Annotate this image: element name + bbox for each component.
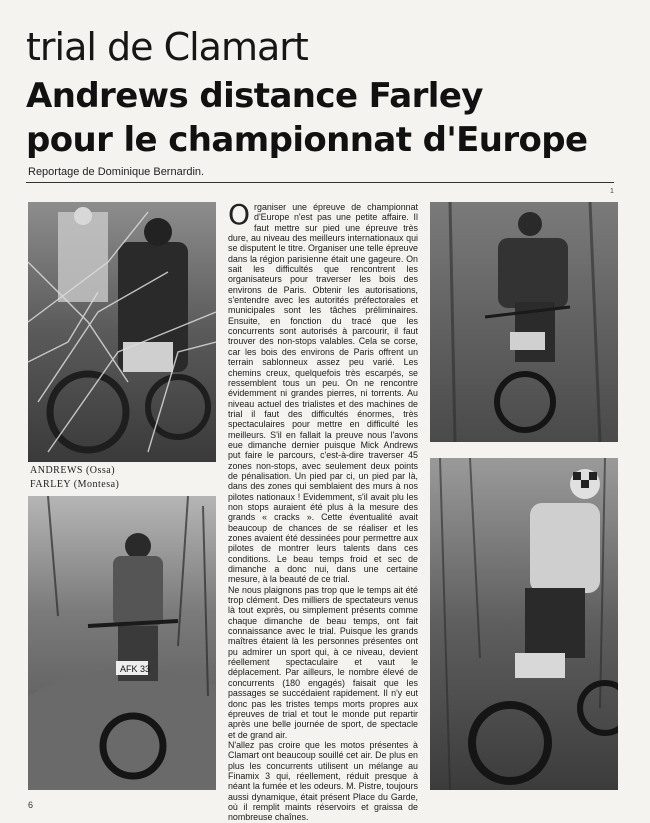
article-paragraph-1 [228, 198, 418, 585]
number-plate: AFK 33 [120, 664, 151, 674]
photo-rider-checkered-helmet [430, 458, 618, 790]
photo-andrews-branches [28, 202, 216, 462]
photo-andrews-branches-image [28, 202, 216, 462]
caption-farley: FARLEY (Montesa) [30, 479, 120, 490]
photo-farley-path-image [28, 496, 216, 790]
headline-line-2: pour le championnat d'Europe [26, 120, 588, 160]
article-paragraph-3: N'allez pas croire que les motos présentes à Clamart ont beaucoup souillé cet air. De plus en plus les concurrents utilisent un mélange au Finamix 3 qui, réellement, réduit presque à néant la fumée et les odeurs. M. Pistre, toujours aussi dynamique, était présent Place du Garde, où il remplit maints réservoirs et graissa de nombreuse chaînes. [228, 739, 418, 823]
page-number: 6 [28, 800, 34, 810]
article-paragraph-2: Ne nous plaignons pas trop que le temps ait été trop clément. Des milliers de spectateurs venus là tout exprès, ou simplement présents comme chaque dimanche de beau temps, ont fait connaissance avec le trial. Puisque les grands maîtres étaient là les personnes présentes ont pu admirer un sport qui, à ce niveau, devient réellement spectaculaire et vaut le déplacement. Par ailleurs, le nombre élevé de concurrents (180 engagés) faisait que les passages se succédaient rapidement. Il n'y eut donc pas les tristes temps morts propres aux épreuves de trial et tout le monde put repartir après une belle journée de sport, de spectacle et de grand air. [228, 584, 418, 740]
corner-mark: 1 [610, 188, 614, 195]
paragraph-1-text: rganiser une épreuve de championnat d'Europe n'est pas une petite affaire. Il faut mettre sur pied une épreuve très dure, au niveau des meilleurs internationaux qui se disputent le titre. Organiser une telle épreuve dans la région parisienne était une gageure. On sait les difficultés que rencontrent les organisateurs pour traverser les bois des environs de Paris. Obtenir les autorisations, s'entendre avec les autorités préfectorales et municipales sont les tâches préliminaires. Ensuite, en fonction du tracé que les concurrents sont autorisés à parcourir, il faut trouver des non-stops valables. Cela se corse, car les bois des environs de Paris offrent un terrain sablonneux assez peu varié. Les chemins creux, quelquefois très escarpés, se ressemblent tous un peu. On ne rencontre évidemment ni grandes pierres, ni torrents. Au niveau actuel des trialistes et des machines de trial il faut des difficultés énormes, très spectaculaires pour mettre en difficulté les meilleurs. S'il en fallait la preuve nous l'avons eue dimanche dernier puisque Mick Andrews put faire le parcours, c'est-à-dire traverser 45 zones non-stops, avec seulement deux points de pénalisation. Un pied par ci, un pied par là, dans des zones qui semblaient des murs à nos pilotes nationaux ! Evidemment, s'il avait plu les non stops auraient été plus à la mesure des grands « cracks ». Cette éventualité avait beaucoup de chances de se réaliser et les zones avaient été dessinées pour permettre aux pilotes de montrer leurs talents dans ces conditions. Le beau temps froid et sec de dimanche a donc nui, dans une certaine mesure, à la beauté de ce trial. [228, 202, 418, 585]
photo-farley-path [28, 496, 216, 790]
photo-rider-slope [430, 202, 618, 442]
article-body [228, 198, 418, 823]
header-rule [26, 182, 614, 183]
caption-andrews: ANDREWS (Ossa) [30, 465, 116, 476]
photo-rider-checkered-helmet-image [430, 458, 618, 790]
drop-cap: O [228, 198, 251, 231]
headline-line-1: Andrews distance Farley [26, 76, 483, 116]
byline: Reportage de Dominique Bernardin. [28, 166, 205, 178]
photo-rider-slope-image [430, 202, 618, 442]
headline [26, 74, 626, 162]
kicker-title: trial de Clamart [26, 25, 308, 69]
